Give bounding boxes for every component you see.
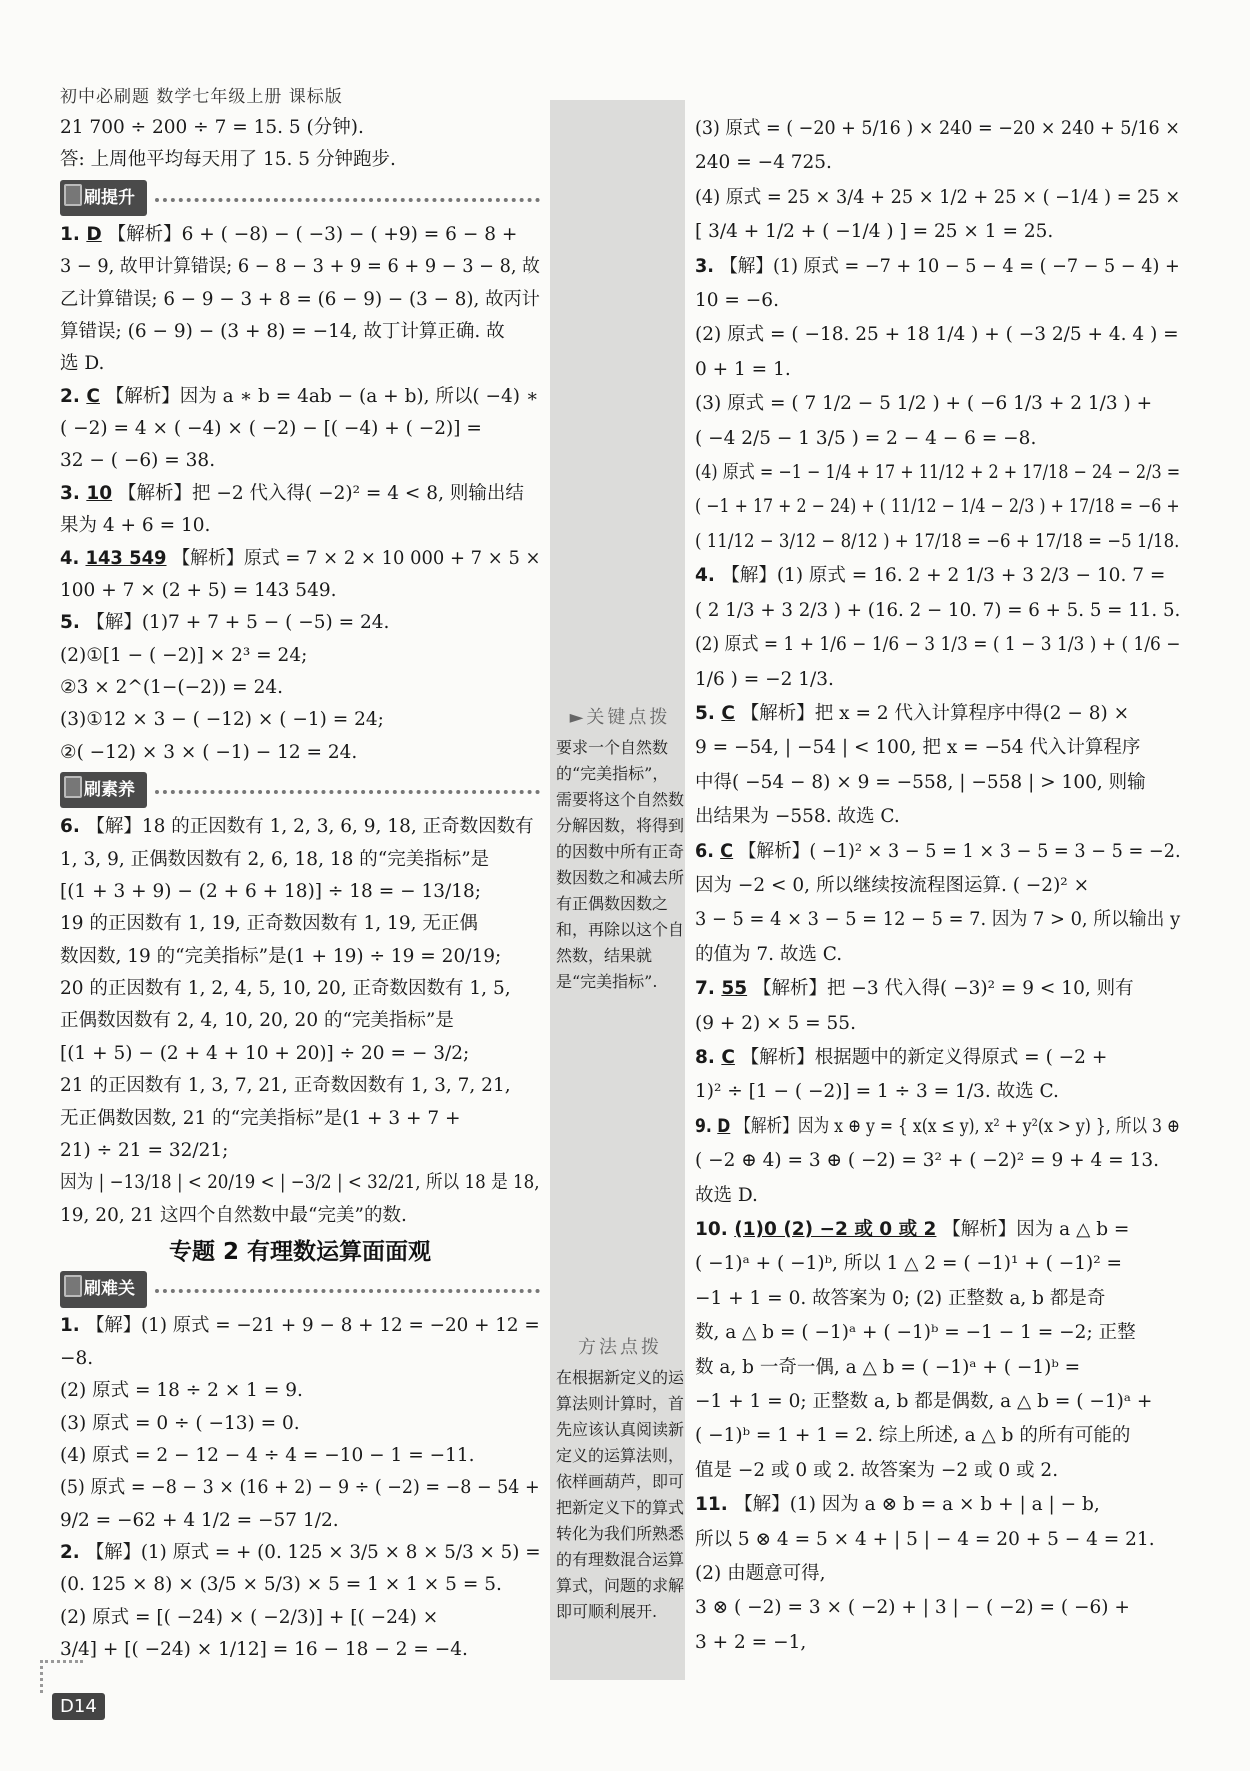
text-line (60, 1005, 540, 1037)
line-text: (2) 由题意可得, (695, 1563, 826, 1585)
line-text: 21 700 ÷ 200 ÷ 7 = 15. 5 (分钟). (60, 117, 364, 138)
line-text: −8. (60, 1347, 94, 1369)
text-line (695, 766, 1180, 800)
line-text: ( 2 1/3 + 3 2/3 ) + (16. 2 − 10. 7) = 6 + 5. 5 = 11. 5. (695, 599, 1181, 621)
text-line (695, 525, 1180, 559)
line-text: 【解】(1) 原式 = 16. 2 + 2 1/3 + 3 2/3 − 10. 7 = (721, 565, 1166, 587)
line-text: ( −1)ᵇ = 1 + 1 = 2. 综上所述, a △ b 的所有可能的 (695, 1425, 1131, 1447)
question-number: 6. (695, 840, 721, 862)
line-text: 【解析】原式 = 7 × 2 × 10 000 + 7 × 5 × (166, 547, 541, 569)
line-text: 【解】(1)7 + 7 + 5 − ( −5) = 24. (86, 612, 390, 634)
text-line (695, 972, 1180, 1006)
section-label: 刷难关 (60, 1271, 147, 1307)
text-line (695, 353, 1180, 387)
text-line (695, 1110, 1181, 1144)
line-text: 正偶数因数有 2, 4, 10, 20, 20 的“完美指标”是 (60, 1010, 454, 1032)
text-line (695, 456, 1181, 490)
text-line (695, 1213, 1180, 1247)
line-text: [(1 + 5) − (2 + 4 + 10 + 20)] ÷ 20 = − 3/2; (60, 1042, 470, 1064)
line-text: ( 11/12 − 3/12 − 8/12 ) + 17/18 = −6 + 17/18 = −5 1/18. (695, 530, 1180, 552)
section-banner (60, 1274, 540, 1304)
line-text: 数因数, 19 的“完美指标”是(1 + 19) ÷ 19 = 20/19; (60, 945, 502, 967)
text-line (695, 1488, 1180, 1522)
line-text: −1 + 1 = 0. 故答案为 0; (2) 正整数 a, b 都是奇 (695, 1287, 1106, 1309)
text-line (60, 1440, 540, 1472)
question-number: 10. (695, 1219, 735, 1240)
text-line (60, 1200, 540, 1232)
line-text: (4) 原式 = 25 × 3/4 + 25 × 1/2 + 25 × ( −1/4 ) = 25 × (695, 186, 1181, 208)
text-line (695, 181, 1181, 215)
text-line (60, 941, 540, 973)
section-banner (60, 775, 540, 805)
question-number: 7. (695, 978, 722, 1000)
question-number: 2. (60, 1542, 87, 1563)
page-number: D14 (52, 1693, 105, 1720)
text-line (695, 112, 1180, 146)
question-number: 11. (695, 1494, 735, 1516)
line-text: ②3 × 2^(1−(−2)) = 24. (60, 677, 283, 698)
text-line (60, 876, 540, 908)
line-text: (0. 125 × 8) × (3/5 × 5/3) × 5 = 1 × 1 × 5 = 5. (60, 1574, 502, 1596)
text-line (695, 1282, 1180, 1316)
answer: 10 (86, 482, 113, 504)
line-text: 240 = −4 725. (695, 152, 832, 174)
question-number: 6. (60, 816, 87, 838)
line-text: ( −4 2/5 − 1 3/5 ) = 2 − 4 − 6 = −8. (695, 427, 1037, 449)
text-line (695, 1075, 1180, 1109)
line-text: ( −2 ⊕ 4) = 3 ⊕ ( −2) = 3² + ( −2)² = 9 + 4 = 13. (695, 1150, 1159, 1172)
line-text: (9 + 2) × 5 = 55. (695, 1012, 856, 1034)
text-line (60, 575, 540, 607)
answer: C (86, 385, 100, 407)
question-number: 3. (60, 482, 87, 504)
dotted-rule (155, 1289, 540, 1293)
text-line (60, 381, 540, 413)
method-note (556, 1335, 684, 1625)
text-line (60, 445, 540, 477)
text-line (695, 1007, 1180, 1041)
question-number: 1. (60, 223, 87, 245)
text-line (60, 908, 540, 940)
text-line (60, 844, 540, 876)
text-line (60, 316, 540, 348)
text-line (695, 1351, 1180, 1385)
line-text: 1)² ÷ [1 − ( −2)] = 1 ÷ 3 = 1/3. 故选 C. (695, 1081, 1059, 1103)
text-line (60, 413, 540, 445)
text-line (60, 1537, 541, 1569)
text-line (60, 1310, 540, 1342)
line-text: 【解析】根据题中的新定义得原式 = ( −2 + (734, 1046, 1108, 1068)
text-line (695, 903, 1181, 937)
key-point-note (556, 705, 684, 995)
line-text: 1, 3, 9, 正偶数因数有 2, 6, 18, 18 的“完美指标”是 (60, 848, 490, 870)
line-text: 3 − 5 = 4 × 3 − 5 = 12 − 5 = 7. 因为 7 > 0, 所以输出 y (695, 909, 1181, 931)
left-column (60, 112, 540, 1667)
text-line (695, 215, 1180, 249)
line-text: 3/4] + [( −24) × 1/12] = 16 − 18 − 2 = −4. (60, 1639, 468, 1661)
text-line (60, 543, 541, 575)
text-line (60, 348, 540, 380)
text-line (60, 1343, 540, 1375)
text-line (695, 1144, 1180, 1178)
line-text: (3) 原式 = 0 ÷ ( −13) = 0. (60, 1412, 300, 1434)
text-line (60, 672, 540, 704)
dotted-rule (155, 198, 540, 202)
note-title: ►关键点拨 (569, 707, 671, 728)
text-line (60, 640, 540, 672)
line-text: 数, a △ b = ( −1)ᵃ + ( −1)ᵇ = −1 − 1 = −2; 正整 (695, 1322, 1136, 1344)
line-text: ( −1 + 17 + 2 − 24) + ( 11/12 − 1/4 − 2/3 ) + 17/18 = −6 + (695, 496, 1180, 518)
text-line (695, 318, 1180, 352)
line-text: 0 + 1 = 1. (695, 358, 791, 380)
line-text: 【解析】把 −3 代入得( −3)² = 9 < 10, 则有 (747, 978, 1134, 1000)
line-text: 因为 | −13/18 | < 20/19 < | −3/2 | < 32/21, 所以 18 是 18, (60, 1172, 540, 1194)
text-line (60, 1634, 540, 1666)
text-line (60, 1167, 540, 1199)
line-text: 【解析】把 −2 代入得( −2)² = 4 < 8, 则输出结 (112, 482, 524, 504)
text-line (695, 1316, 1180, 1350)
text-line (60, 478, 540, 510)
text-line (60, 1602, 540, 1634)
text-line (695, 663, 1180, 697)
line-text: (2)①[1 − ( −2)] × 2³ = 24; (60, 644, 308, 666)
line-text: (5) 原式 = −8 − 3 × (16 + 2) − 9 ÷ ( −2) = −8 − 54 + (60, 1477, 540, 1499)
line-text: 9 = −54, | −54 | < 100, 把 x = −54 代入计算程序 (695, 737, 1141, 759)
line-text: (4) 原式 = −1 − 1/4 + 17 + 11/12 + 2 + 17/18 − 24 − 2/3 = (695, 462, 1181, 484)
line-text: (2) 原式 = ( −18. 25 + 18 1/4 ) + ( −3 2/5 + 4. 4 ) = (695, 324, 1179, 346)
text-line (60, 1505, 540, 1537)
answer: D (86, 223, 102, 245)
text-line (60, 1070, 540, 1102)
text-line (60, 1375, 540, 1407)
text-line (60, 112, 540, 144)
line-text: 21 的正因数有 1, 3, 7, 21, 正奇数因数有 1, 3, 7, 21, (60, 1075, 511, 1097)
text-line (695, 1591, 1180, 1625)
line-text: 【解析】( −1)² × 3 − 5 = 1 × 3 − 5 = 3 − 5 = −2. (733, 840, 1181, 862)
text-line (60, 737, 540, 769)
line-text: 【解析】因为 a △ b = (936, 1219, 1130, 1240)
text-line (695, 938, 1180, 972)
text-line (695, 146, 1180, 180)
text-line (695, 1626, 1180, 1660)
text-line (695, 731, 1180, 765)
text-line (60, 1472, 540, 1504)
line-text: 32 − ( −6) = 38. (60, 450, 216, 472)
text-line (695, 1557, 1180, 1591)
text-line (60, 219, 540, 251)
text-line (695, 1041, 1180, 1075)
line-text: 【解析】6 + ( −8) − ( −3) − ( +9) = 6 − 8 + (101, 223, 518, 245)
note-body: 在根据新定义的运算法则计算时，首先应该认真阅读新定义的运算法则，依样画葫芦，即可把新定义下的算式转化为我们所熟悉的有理数混合运算算式，问题的求解即可顺利展开. (556, 1368, 685, 1621)
line-text: 【解析】因为 a ∗ b = 4ab − (a + b), 所以( −4) ∗ (99, 385, 539, 407)
dotted-rule (155, 790, 540, 794)
question-number: 4. (60, 547, 86, 569)
line-text: 的值为 7. 故选 C. (695, 943, 843, 965)
line-text: (3)①12 × 3 − ( −12) × ( −1) = 24; (60, 709, 384, 731)
text-line (60, 1408, 540, 1440)
question-number: 3. (695, 255, 721, 277)
line-text: 【解】(1) 原式 = −21 + 9 − 8 + 12 = −20 + 12 = (86, 1315, 540, 1337)
line-text: 3 − 9, 故甲计算错误; 6 − 8 − 3 + 9 = 6 + 9 − 3 − 8, 故 (60, 256, 540, 278)
question-number: 4. (695, 565, 722, 587)
text-line (695, 559, 1180, 593)
line-text: 100 + 7 × (2 + 5) = 143 549. (60, 579, 337, 601)
section-label: 刷素养 (60, 772, 147, 808)
section-banner (60, 183, 540, 213)
text-line (695, 250, 1180, 284)
line-text: 算错误; (6 − 9) − (3 + 8) = −14, 故丁计算正确. 故 (60, 320, 505, 342)
text-line (695, 1385, 1180, 1419)
text-line (695, 835, 1181, 869)
line-text: 因为 −2 < 0, 所以继续按流程图运算. ( −2)² × (695, 874, 1090, 896)
line-text: 【解】18 的正因数有 1, 2, 3, 6, 9, 18, 正奇数因数有 (86, 816, 534, 838)
line-text: 故选 D. (695, 1184, 758, 1206)
line-text: 数 a, b 一奇一偶, a △ b = ( −1)ᵃ + ( −1)ᵇ = (695, 1356, 1081, 1378)
answer: (1)0 (2) −2 或 0 或 2 (734, 1219, 937, 1240)
line-text: [ 3/4 + 1/2 + ( −1/4 ) ] = 25 × 1 = 25. (695, 221, 1054, 243)
text-line (60, 1038, 540, 1070)
line-text: (3) 原式 = ( −20 + 5/16 ) × 240 = −20 × 240 + 5/16 × (695, 118, 1180, 139)
text-line (60, 251, 540, 283)
line-text: −1 + 1 = 0; 正整数 a, b 都是偶数, a △ b = ( −1)ᵃ + (695, 1391, 1153, 1413)
text-line (695, 1247, 1180, 1281)
line-text: 1/6 ) = −2 1/3. (695, 668, 834, 690)
text-line (695, 1419, 1180, 1453)
text-line (60, 144, 540, 176)
answer: C (721, 702, 735, 724)
line-text: 【解析】因为 x ⊕ y = { x(x ≤ y), x² + y²(x > y) }, 所以 3 ⊕ (730, 1115, 1181, 1137)
text-line (695, 387, 1180, 421)
line-text: (4) 原式 = 2 − 12 − 4 ÷ 4 = −10 − 1 = −11. (60, 1444, 475, 1466)
text-line (60, 1569, 540, 1601)
answer: C (720, 840, 734, 862)
text-line (695, 1454, 1180, 1488)
line-text: 【解】(1) 原式 = + (0. 125 × 3/5 × 8 × 5/3 × 5) = (86, 1542, 541, 1563)
line-text: 21) ÷ 21 = 32/21; (60, 1139, 229, 1161)
line-text: [(1 + 3 + 9) − (2 + 6 + 18)] ÷ 18 = − 13/18; (60, 880, 482, 902)
line-text: 值是 −2 或 0 或 2. 故答案为 −2 或 0 或 2. (695, 1459, 1059, 1481)
line-text: (3) 原式 = ( 7 1/2 − 5 1/2 ) + ( −6 1/3 + 2 1/3 ) + (695, 393, 1153, 415)
text-line (60, 1103, 540, 1135)
question-number: 9. (695, 1115, 718, 1137)
note-title: 方法点拨 (578, 1337, 662, 1358)
line-text: 【解】(1) 原式 = −7 + 10 − 5 − 4 = ( −7 − 5 − 4) + (720, 255, 1180, 277)
text-line (695, 594, 1181, 628)
line-text: 果为 4 + 6 = 10. (60, 515, 211, 537)
question-number: 2. (60, 385, 87, 407)
line-text: 出结果为 −558. 故选 C. (695, 806, 900, 828)
text-line (695, 1523, 1180, 1557)
text-line (695, 422, 1180, 456)
corner-decoration (40, 1660, 83, 1693)
text-line (695, 800, 1180, 834)
line-text: 19 的正因数有 1, 19, 正奇数因数有 1, 19, 无正偶 (60, 913, 478, 935)
text-line (60, 607, 540, 639)
line-text: 乙计算错误; 6 − 9 − 3 + 8 = (6 − 9) − (3 − 8), 故丙计 (60, 288, 540, 310)
text-line (695, 628, 1181, 662)
answer: 55 (721, 978, 748, 1000)
answer: C (721, 1046, 735, 1068)
text-line (695, 284, 1180, 318)
text-line (60, 510, 540, 542)
topic-heading: 专题 2 有理数运算面面观 (168, 1239, 432, 1265)
line-text: 中得( −54 − 8) × 9 = −558, | −558 | > 100, 则输 (695, 771, 1146, 793)
line-text: 9/2 = −62 + 4 1/2 = −57 1/2. (60, 1509, 339, 1531)
text-line (60, 704, 540, 736)
text-line (60, 1135, 540, 1167)
text-line (60, 973, 540, 1005)
question-number: 5. (695, 702, 722, 724)
answer: D (717, 1115, 731, 1137)
answer: 143 549 (85, 547, 167, 569)
line-text: 3 ⊗ ( −2) = 3 × ( −2) + | 3 | − ( −2) = ( −6) + (695, 1597, 1130, 1619)
question-number: 8. (695, 1046, 722, 1068)
line-text: 选 D. (60, 353, 105, 375)
page-header: 初中必刷题 数学七年级上册 课标版 (60, 87, 343, 107)
line-text: 3 + 2 = −1, (695, 1631, 807, 1653)
line-text: (2) 原式 = 1 + 1/6 − 1/6 − 3 1/3 = ( 1 − 3 1/3 ) + ( 1/6 − (695, 634, 1181, 656)
question-number: 5. (60, 612, 87, 634)
line-text: ( −1)ᵃ + ( −1)ᵇ, 所以 1 △ 2 = ( −1)¹ + ( −1)² = (695, 1253, 1123, 1275)
line-text: 10 = −6. (695, 290, 779, 312)
line-text: (2) 原式 = [( −24) × ( −2/3)] + [( −24) × (60, 1606, 439, 1628)
right-column (695, 112, 1180, 1660)
line-text: 19, 20, 21 这四个自然数中最“完美”的数. (60, 1204, 407, 1226)
text-line (60, 284, 540, 316)
section-label: 刷提升 (60, 180, 147, 216)
line-text: 所以 5 ⊗ 4 = 5 × 4 + | 5 | − 4 = 20 + 5 − 4 = 21. (695, 1528, 1155, 1550)
text-line (695, 490, 1180, 524)
text-line (60, 811, 540, 843)
note-body: 要求一个自然数的“完美指标”，需要将这个自然数分解因数，将得到的因数中所有正奇数因数之和减去所有正偶数因数之和，再除以这个自然数，结果就是“完美指标”. (556, 738, 685, 991)
question-number: 1. (60, 1315, 87, 1337)
text-line (695, 697, 1180, 731)
line-text: 无正偶数因数, 21 的“完美指标”是(1 + 3 + 7 + (60, 1107, 461, 1129)
line-text: 【解析】把 x = 2 代入计算程序中得(2 − 8) × (734, 702, 1130, 724)
line-text: (2) 原式 = 18 ÷ 2 × 1 = 9. (60, 1380, 303, 1402)
line-text: ②( −12) × 3 × ( −1) − 12 = 24. (60, 741, 358, 763)
line-text: 【解】(1) 因为 a ⊗ b = a × b + | a | − b, (734, 1494, 1100, 1516)
text-line (695, 869, 1180, 903)
text-line (695, 1179, 1180, 1213)
line-text: 答: 上周他平均每天用了 15. 5 分钟跑步. (60, 149, 396, 171)
line-text: 20 的正因数有 1, 2, 4, 5, 10, 20, 正奇数因数有 1, 5, (60, 978, 511, 999)
line-text: ( −2) = 4 × ( −4) × ( −2) − [( −4) + ( −2)] = (60, 418, 482, 439)
